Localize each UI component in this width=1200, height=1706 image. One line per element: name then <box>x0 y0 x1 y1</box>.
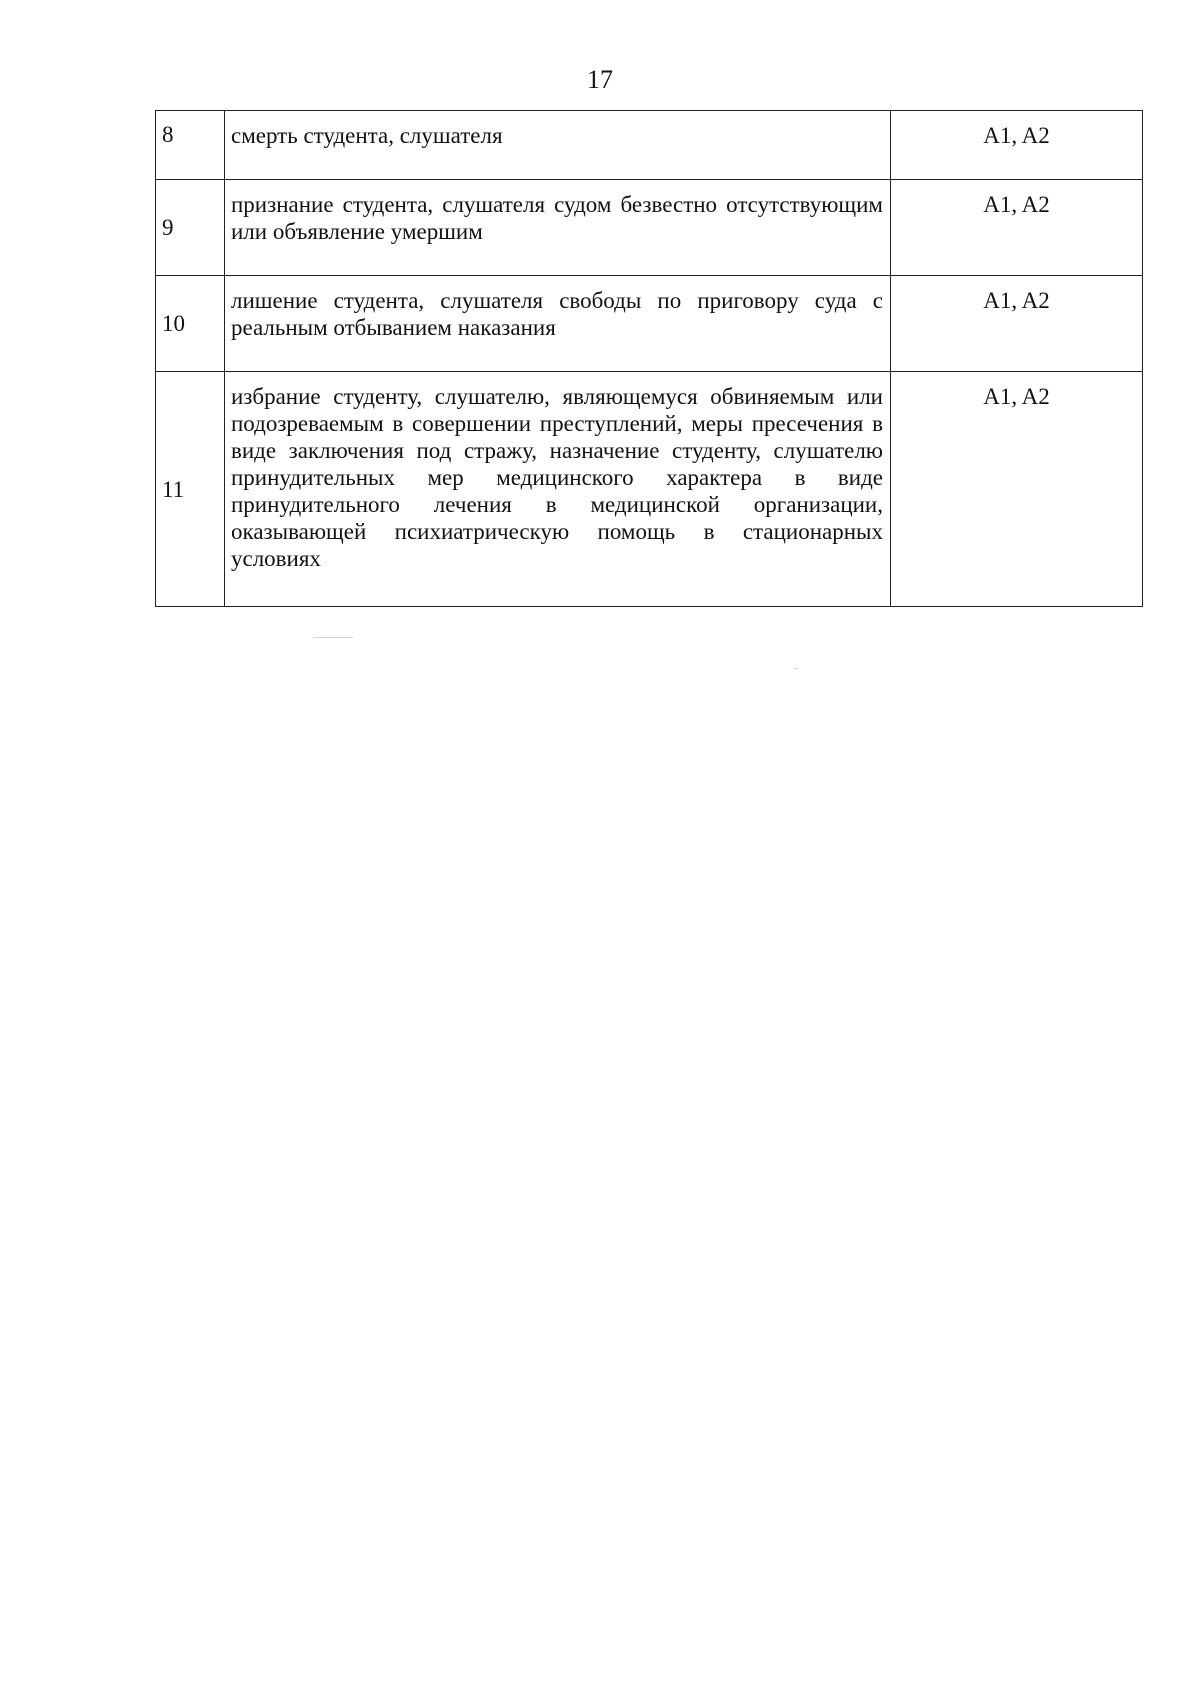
table-row <box>156 276 1143 372</box>
scan-artifact <box>795 668 798 669</box>
row-number-cell: 9 <box>156 180 225 276</box>
row-description-cell: избрание студенту, слушателю, являющемуся обвиняемым или подозреваемым в совершении преступлений, меры пресечения в виде заключения под стражу, назначение студенту, слушателю принудительных мер медицинского характера в виде принудительного лечения в медицинской организации, оказывающей психиатрическую помощь в стационарных условиях <box>225 372 891 607</box>
row-number-cell: 11 <box>156 372 225 607</box>
scan-artifact <box>313 637 353 638</box>
grounds-table <box>155 110 1143 607</box>
row-number-cell: 10 <box>156 276 225 372</box>
row-code-cell: A1, A2 <box>891 372 1143 607</box>
table-row <box>156 111 1143 180</box>
row-code-cell: A1, A2 <box>891 276 1143 372</box>
row-description-cell: лишение студента, слушателя свободы по приговору суда с реальным отбыванием наказания <box>225 276 891 372</box>
table-row <box>156 180 1143 276</box>
table-row <box>156 372 1143 607</box>
row-code-cell: A1, A2 <box>891 180 1143 276</box>
row-code-cell: A1, A2 <box>891 111 1143 180</box>
page-number: 17 <box>587 65 613 94</box>
row-description-cell: смерть студента, слушателя <box>225 111 891 180</box>
row-number-cell: 8 <box>156 111 225 180</box>
row-description-cell: признание студента, слушателя судом безвестно отсутствующим или объявление умершим <box>225 180 891 276</box>
